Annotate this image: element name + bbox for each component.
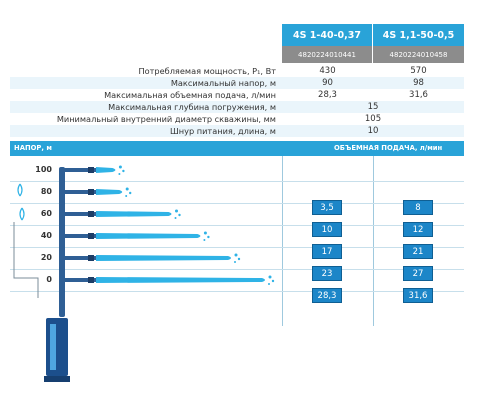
sprinkler-icon <box>20 208 24 220</box>
pump-body <box>46 318 68 376</box>
flow-value-box: 12 <box>403 222 433 237</box>
spec-label: Минимальный внутренний диаметр скважины, мм <box>56 113 276 124</box>
spray-drop <box>175 217 177 219</box>
spec-value: 31,6 <box>409 89 428 100</box>
valve <box>88 277 94 283</box>
spec-value: 90 <box>322 77 333 88</box>
spray-drop <box>129 192 131 194</box>
flow-value-box: 31,6 <box>403 288 433 303</box>
flow-value-box: 17 <box>312 244 342 259</box>
spray-drop <box>204 232 207 235</box>
head-level-label: 60 <box>40 209 52 218</box>
spec-value: 105 <box>364 113 382 124</box>
head-axis-label: НАПОР, м <box>14 144 52 152</box>
valve <box>88 233 94 239</box>
spec-value: 430 <box>319 65 336 76</box>
valve <box>88 211 94 217</box>
valve <box>88 189 94 195</box>
spec-label: Шнур питания, длина, м <box>170 125 276 136</box>
spray-drop <box>234 261 236 263</box>
head-level-label: 80 <box>40 187 52 196</box>
head-level-label: 40 <box>40 231 52 240</box>
model-1-code: 4820224010441 <box>282 46 372 63</box>
spray-drop <box>178 214 180 216</box>
water-jet <box>96 167 115 173</box>
flow-axis-label: ОБЪЕМНАЯ ПОДАЧА, л/мин <box>334 144 443 152</box>
water-jet <box>96 211 172 217</box>
spray-drop <box>238 258 240 260</box>
spray-drop <box>207 236 209 238</box>
model-2-name: 4S 1,1-50-0,5 <box>373 24 464 46</box>
head-level-label: 20 <box>40 253 52 262</box>
spec-value: 98 <box>413 77 424 88</box>
spray-drop <box>272 280 274 282</box>
flow-value-box: 3,5 <box>312 200 342 215</box>
flow-value-box: 27 <box>403 266 433 281</box>
spec-label: Максимальная глубина погружения, м <box>108 101 276 112</box>
pump-base <box>44 376 70 382</box>
water-jet <box>96 277 265 283</box>
spray-drop <box>122 170 124 172</box>
spray-drop <box>118 173 120 175</box>
spec-value: 570 <box>410 65 427 76</box>
spray-drop <box>203 239 205 241</box>
spec-label: Максимальная объемная подача, л/мин <box>104 89 276 100</box>
water-jet <box>96 189 122 195</box>
spray-drop <box>175 210 178 213</box>
flow-value-box: 8 <box>403 200 433 215</box>
flow-value-box: 10 <box>312 222 342 237</box>
sprinkler-icon <box>18 184 22 196</box>
spec-value: 15 <box>367 101 379 112</box>
spec-label: Максимальный напор, м <box>170 77 276 88</box>
model-2-code: 4820224010458 <box>373 46 464 63</box>
water-jet <box>96 233 200 239</box>
spray-drop <box>268 283 270 285</box>
riser-pipe <box>59 167 65 317</box>
spray-drop <box>119 166 122 169</box>
head-level-label: 0 <box>46 275 52 284</box>
spray-drop <box>126 188 129 191</box>
valve <box>88 255 94 261</box>
spec-value: 28,3 <box>318 89 337 100</box>
flow-value-box: 21 <box>403 244 433 259</box>
water-jet <box>96 255 231 261</box>
flow-value-box: 28,3 <box>312 288 342 303</box>
spec-value: 10 <box>367 125 379 136</box>
valve <box>88 167 94 173</box>
flow-value-box: 23 <box>312 266 342 281</box>
model-1-name: 4S 1-40-0,37 <box>282 24 372 46</box>
spray-drop <box>125 195 127 197</box>
pump-highlight <box>50 324 56 370</box>
head-level-label: 100 <box>35 165 52 174</box>
spec-label: Потребляемая мощность, P₁, Вт <box>138 65 276 76</box>
spray-drop <box>235 254 238 257</box>
spray-drop <box>269 276 272 279</box>
